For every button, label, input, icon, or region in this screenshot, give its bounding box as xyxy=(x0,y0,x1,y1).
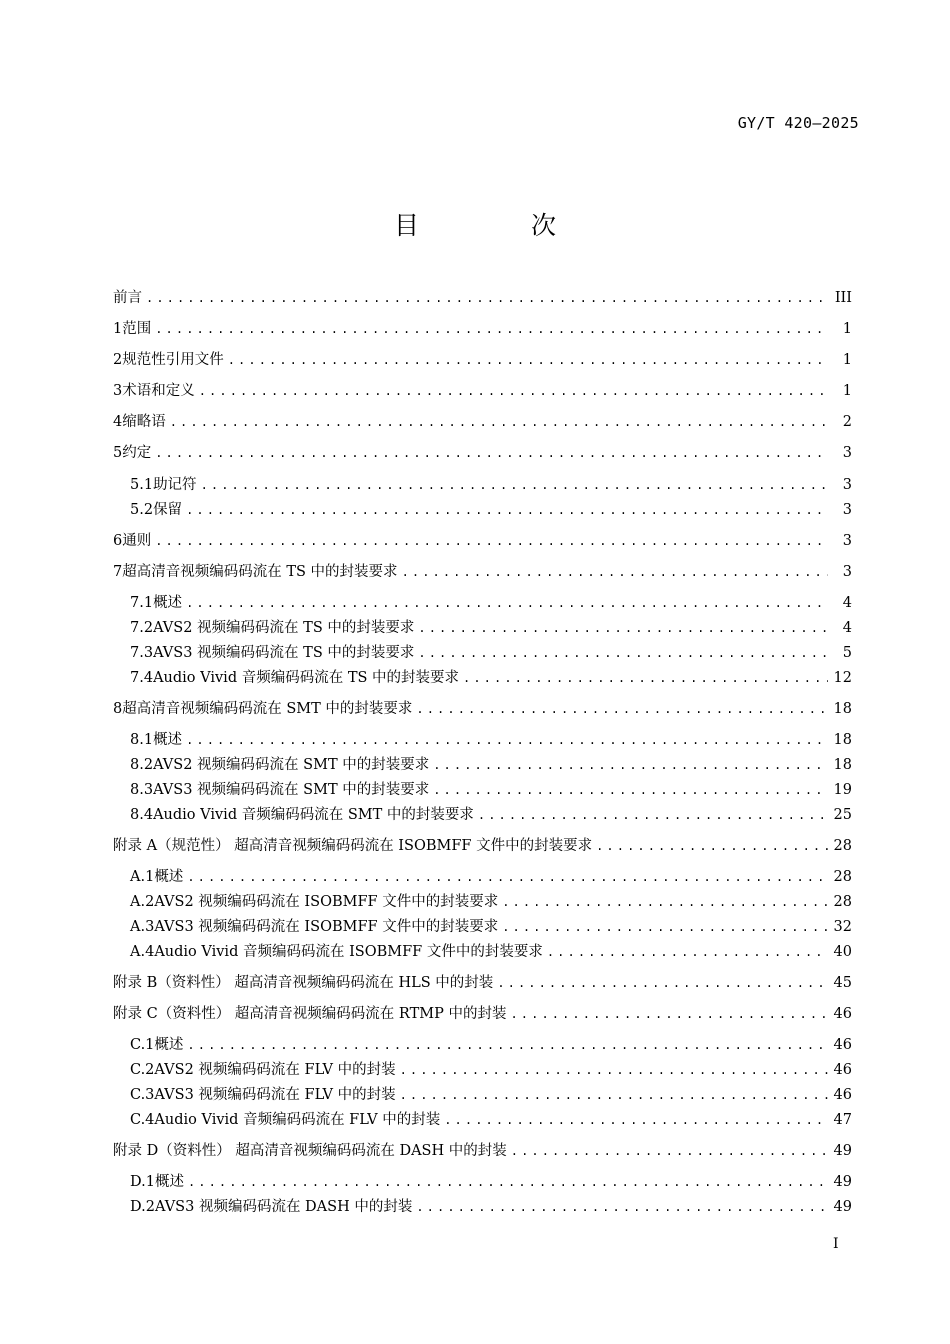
toc-entry-title: 概述 xyxy=(154,1037,184,1053)
toc-entry-page: 1 xyxy=(842,321,852,337)
toc-entry[interactable] xyxy=(113,529,852,551)
toc-entry-title: 规范性引用文件 xyxy=(122,352,224,368)
toc-entry-number: A.3 xyxy=(130,919,155,935)
toc-entry-page: 28 xyxy=(833,894,852,910)
toc-entry-page: 46 xyxy=(833,1006,852,1022)
toc-entry-page: III xyxy=(834,290,852,306)
toc-entry[interactable] xyxy=(130,1083,852,1105)
toc-leader-dots xyxy=(502,920,827,934)
toc-entry-page: 19 xyxy=(833,782,852,798)
toc-entry[interactable] xyxy=(130,616,852,638)
toc-entry[interactable] xyxy=(113,834,852,856)
toc-entry-title: 概述 xyxy=(154,869,184,885)
toc-entry-page: 46 xyxy=(833,1062,852,1078)
toc-entry-number: 1 xyxy=(113,321,123,337)
toc-leader-dots xyxy=(416,1200,827,1214)
toc-entry-number: 8.2 xyxy=(130,757,154,773)
toc-entry[interactable] xyxy=(130,1195,852,1217)
toc-entry-page: 3 xyxy=(842,445,852,461)
toc-entry-title: 前言 xyxy=(113,290,142,306)
toc-leader-dots xyxy=(186,733,827,747)
toc-entry-page: 28 xyxy=(833,838,852,854)
toc-entry-title: AVS3 视频编码码流在 FLV 中的封装 xyxy=(154,1087,396,1103)
toc-entry-number: C.1 xyxy=(130,1037,155,1053)
toc-entry-page: 25 xyxy=(833,807,852,823)
toc-entry-page: 40 xyxy=(833,944,852,960)
toc-leader-dots xyxy=(199,384,828,398)
toc-entry[interactable] xyxy=(113,560,852,582)
toc-entry-title: 缩略语 xyxy=(122,414,166,430)
toc-entry-page: 3 xyxy=(842,533,852,549)
toc-entry-number: C.4 xyxy=(130,1112,155,1128)
toc-leader-dots xyxy=(402,565,828,579)
toc-entry[interactable] xyxy=(113,379,852,401)
toc-entry-title: 助记符 xyxy=(153,477,197,493)
toc-leader-dots xyxy=(201,478,828,492)
toc-entry-page: 1 xyxy=(842,383,852,399)
toc-entry-page: 2 xyxy=(842,414,852,430)
toc-entry-title: 附录 C（资料性） 超高清音视频编码码流在 RTMP 中的封装 xyxy=(113,1006,507,1022)
toc-entry-page: 46 xyxy=(833,1037,852,1053)
toc-entry-title: Audio Vivid 音频编码码流在 ISOBMFF 文件中的封装要求 xyxy=(154,944,543,960)
toc-entry-page: 4 xyxy=(842,620,852,636)
toc-entry-number: C.2 xyxy=(130,1062,155,1078)
toc-entry-title: 概述 xyxy=(154,1174,184,1190)
toc-entry[interactable] xyxy=(130,591,852,613)
toc-leader-dots xyxy=(497,976,827,990)
toc-leader-dots xyxy=(510,1007,827,1021)
toc-entry-title: 术语和定义 xyxy=(122,383,195,399)
toc-entry[interactable] xyxy=(130,728,852,750)
toc-entry-title: AVS3 视频编码码流在 SMT 中的封装要求 xyxy=(153,782,430,798)
toc-entry-number: A.1 xyxy=(130,869,155,885)
toc-entry-page: 3 xyxy=(842,477,852,493)
toc-leader-dots xyxy=(155,322,828,336)
toc-entry-title: 附录 A（规范性） 超高清音视频编码码流在 ISOBMFF 文件中的封装要求 xyxy=(113,838,593,854)
toc-entry[interactable] xyxy=(130,473,852,495)
toc-leader-dots xyxy=(418,646,828,660)
toc-entry[interactable] xyxy=(130,753,852,775)
doc-code: GY/T 420—2025 xyxy=(737,114,859,132)
toc-entry-title: 概述 xyxy=(153,732,183,748)
toc-entry[interactable] xyxy=(113,697,852,719)
toc-entry[interactable] xyxy=(130,778,852,800)
toc-entry-page: 49 xyxy=(833,1199,852,1215)
toc-leader-dots xyxy=(188,1175,828,1189)
toc-entry-title: Audio Vivid 音频编码码流在 TS 中的封装要求 xyxy=(153,670,460,686)
toc-entry[interactable] xyxy=(113,1139,852,1161)
toc-leader-dots xyxy=(170,415,828,429)
toc-entry[interactable] xyxy=(130,1170,852,1192)
toc-entry-number: 4 xyxy=(113,414,123,430)
toc-entry-page: 47 xyxy=(833,1112,852,1128)
toc-leader-dots xyxy=(433,783,827,797)
toc-entry-number: 8.3 xyxy=(130,782,154,798)
toc-entry-number: 7.3 xyxy=(130,645,154,661)
toc-entry-page: 49 xyxy=(833,1174,852,1190)
toc-entry-number: 7.2 xyxy=(130,620,154,636)
toc-entry[interactable] xyxy=(130,641,852,663)
toc-entry[interactable] xyxy=(113,348,852,370)
toc-leader-dots xyxy=(186,503,828,517)
toc-entry-number: A.2 xyxy=(130,894,155,910)
toc-entry-number: D.2 xyxy=(130,1199,155,1215)
toc-leader-dots xyxy=(187,1038,827,1052)
toc-entry[interactable] xyxy=(113,317,852,339)
toc-entry-title: AVS3 视频编码码流在 DASH 中的封装 xyxy=(154,1199,413,1215)
toc-entry-number: 2 xyxy=(113,352,123,368)
toc-entry-title: Audio Vivid 音频编码码流在 SMT 中的封装要求 xyxy=(153,807,474,823)
toc-leader-dots xyxy=(433,758,827,772)
toc-entry-number: 5.2 xyxy=(130,502,154,518)
toc-entry-number: 8.4 xyxy=(130,807,154,823)
toc-entry[interactable] xyxy=(113,971,852,993)
toc-leader-dots xyxy=(416,702,827,716)
toc-entry[interactable] xyxy=(130,498,852,520)
toc-leader-dots xyxy=(478,808,828,822)
toc-entry-title: Audio Vivid 音频编码码流在 FLV 中的封装 xyxy=(154,1112,441,1128)
toc-entry-page: 32 xyxy=(833,919,852,935)
toc-entry-number: 7.1 xyxy=(130,595,154,611)
toc-entry-number: A.4 xyxy=(130,944,155,960)
toc-entry[interactable] xyxy=(130,915,852,937)
toc-leader-dots xyxy=(155,534,828,548)
toc-entry-number: 7.4 xyxy=(130,670,154,686)
toc-leader-dots xyxy=(511,1144,828,1158)
toc-entry[interactable] xyxy=(113,441,852,463)
toc-entry-number: 8.1 xyxy=(130,732,154,748)
toc-leader-dots xyxy=(463,671,828,685)
toc-entry-number: 6 xyxy=(113,533,123,549)
toc-entry-title: 范围 xyxy=(122,321,152,337)
toc-entry-title: 附录 B（资料性） 超高清音视频编码码流在 HLS 中的封装 xyxy=(113,975,494,991)
footer-page-number: I xyxy=(833,1236,839,1252)
toc-entry-page: 5 xyxy=(842,645,852,661)
toc-leader-dots xyxy=(187,870,827,884)
toc-leader-dots xyxy=(155,446,828,460)
toc-entry-page: 49 xyxy=(833,1143,852,1159)
toc-entry-number: C.3 xyxy=(130,1087,155,1103)
toc-entry-page: 18 xyxy=(833,757,852,773)
toc-entry-title: 超高清音视频编码码流在 SMT 中的封装要求 xyxy=(122,701,413,717)
toc-leader-dots xyxy=(400,1063,828,1077)
toc-entry[interactable] xyxy=(130,1033,852,1055)
toc-entry-title: AVS2 视频编码码流在 ISOBMFF 文件中的封装要求 xyxy=(154,894,499,910)
toc-entry-number: 8 xyxy=(113,701,123,717)
toc-entry-page: 18 xyxy=(833,701,852,717)
toc-entry[interactable] xyxy=(113,286,852,308)
toc-entry[interactable] xyxy=(130,803,852,825)
toc-leader-dots xyxy=(146,291,828,305)
toc-entry-title: AVS2 视频编码码流在 FLV 中的封装 xyxy=(154,1062,396,1078)
toc-entry-number: 5.1 xyxy=(130,477,154,493)
toc-entry-title: AVS2 视频编码码流在 TS 中的封装要求 xyxy=(153,620,415,636)
toc-entry[interactable] xyxy=(130,865,852,887)
toc-entry-number: 7 xyxy=(113,564,123,580)
toc-leader-dots xyxy=(228,353,828,367)
toc-entry-title: 超高清音视频编码码流在 TS 中的封装要求 xyxy=(122,564,398,580)
toc-entry-page: 28 xyxy=(833,869,852,885)
toc-entry-title: AVS3 视频编码码流在 TS 中的封装要求 xyxy=(153,645,415,661)
toc-leader-dots xyxy=(186,596,828,610)
toc-entry-page: 46 xyxy=(833,1087,852,1103)
toc-entry-title: 概述 xyxy=(153,595,183,611)
toc-leader-dots xyxy=(596,839,827,853)
toc-entry-page: 3 xyxy=(842,564,852,580)
toc-leader-dots xyxy=(444,1113,827,1127)
toc-entry-number: 3 xyxy=(113,383,123,399)
toc-entry-page: 45 xyxy=(833,975,852,991)
toc-leader-dots xyxy=(418,621,828,635)
toc-leader-dots xyxy=(400,1088,828,1102)
toc-entry-number: 5 xyxy=(113,445,123,461)
toc-entry-page: 3 xyxy=(842,502,852,518)
toc-entry-page: 1 xyxy=(842,352,852,368)
toc-entry[interactable] xyxy=(113,410,852,432)
toc-entry-title: 通则 xyxy=(122,533,152,549)
toc-entry-title: 保留 xyxy=(153,502,183,518)
toc-entry-page: 4 xyxy=(842,595,852,611)
toc-entry-title: AVS3 视频编码码流在 ISOBMFF 文件中的封装要求 xyxy=(154,919,499,935)
toc-leader-dots xyxy=(502,895,827,909)
page-title: 目 次 xyxy=(394,211,608,240)
toc-entry-page: 18 xyxy=(833,732,852,748)
toc-entry-page: 12 xyxy=(833,670,852,686)
toc-entry-title: AVS2 视频编码码流在 SMT 中的封装要求 xyxy=(153,757,430,773)
toc-entry[interactable] xyxy=(130,666,852,688)
toc-entry-title: 附录 D（资料性） 超高清音视频编码码流在 DASH 中的封装 xyxy=(113,1143,507,1159)
toc-entry[interactable] xyxy=(130,1058,852,1080)
toc-entry[interactable] xyxy=(130,890,852,912)
toc-leader-dots xyxy=(547,945,828,959)
toc-entry[interactable] xyxy=(130,1108,852,1130)
toc-entry[interactable] xyxy=(130,940,852,962)
toc-entry[interactable] xyxy=(113,1002,852,1024)
toc-entry-title: 约定 xyxy=(122,445,152,461)
toc-entry-number: D.1 xyxy=(130,1174,155,1190)
